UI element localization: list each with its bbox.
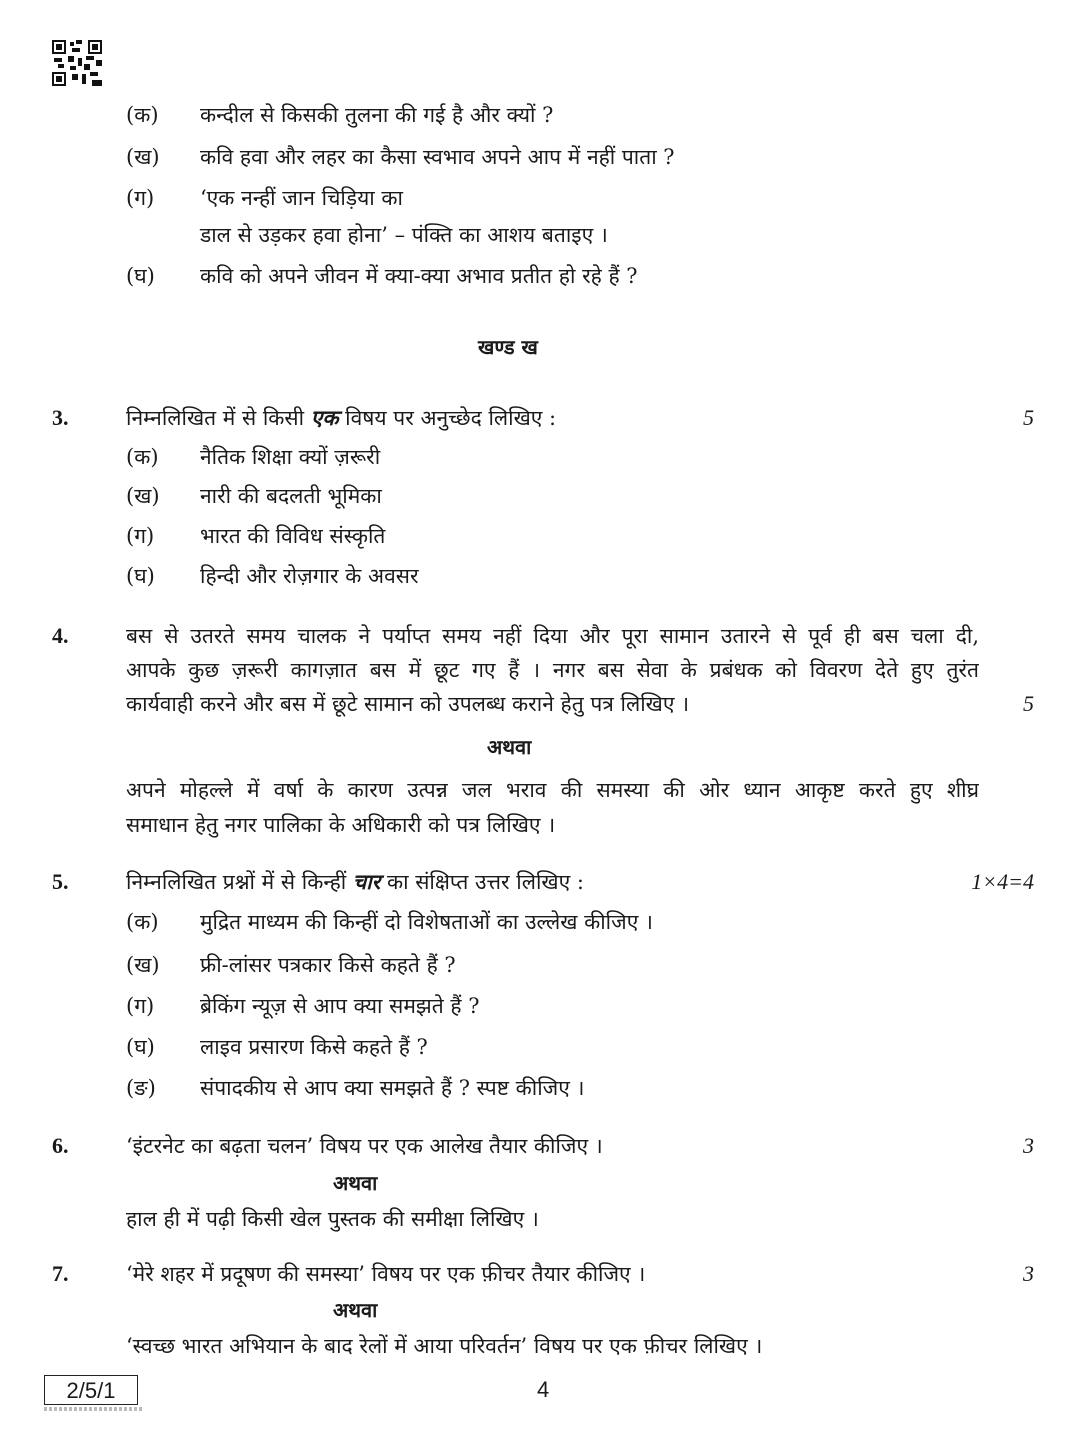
alt-question-text: ‘स्वच्छ भारत अभियान के बाद रेलों में आया परिवर्तन’ विषय पर एक फ़ीचर लिखिए । xyxy=(126,1334,763,1358)
item-text: ‘एक नन्हीं जान चिड़िया का xyxy=(200,186,403,210)
option-label: (क) xyxy=(126,445,159,469)
item-text: कवि को अपने जीवन में क्या-क्या अभाव प्रतीत हो रहे हैं ? xyxy=(200,264,638,288)
or-label: अथवा xyxy=(487,735,532,759)
option-text: नैतिक शिक्षा क्यों ज़रूरी xyxy=(200,445,381,469)
option-text: लाइव प्रसारण किसे कहते हैं ? xyxy=(200,1035,428,1059)
question-text: ‘मेरे शहर में प्रदूषण की समस्या’ विषय पर एक फ़ीचर तैयार कीजिए । xyxy=(126,1262,646,1286)
or-label: अथवा xyxy=(333,1298,378,1322)
question-emphasis: एक xyxy=(310,405,339,430)
option-label: (घ) xyxy=(126,1035,155,1059)
item-text: कवि हवा और लहर का कैसा स्वभाव अपने आप में नहीं पाता ? xyxy=(200,145,675,169)
marks: 5 xyxy=(1023,691,1034,716)
item-label: (ख) xyxy=(126,145,160,169)
option-label: (ख) xyxy=(126,484,160,508)
or-label: अथवा xyxy=(333,1171,378,1195)
option-text: मुद्रित माध्यम की किन्हीं दो विशेषताओं का उल्लेख कीजिए । xyxy=(200,910,653,934)
option-label: (ग) xyxy=(126,524,155,548)
option-text: संपादकीय से आप क्या समझते हैं ? स्पष्ट कीजिए । xyxy=(200,1076,585,1100)
question-text: ‘इंटरनेट का बढ़ता चलन’ विषय पर एक आलेख तैयार कीजिए । xyxy=(126,1134,603,1158)
option-label: (ङ) xyxy=(126,1076,156,1100)
option-text: फ्री-लांसर पत्रकार किसे कहते हैं ? xyxy=(200,953,456,977)
option-label: (क) xyxy=(126,910,159,934)
alt-question-line: समाधान हेतु नगर पालिका के अधिकारी को पत्र लिखिए । xyxy=(126,813,556,837)
micro-print xyxy=(44,1407,144,1411)
question-number: 5. xyxy=(52,869,69,894)
question-text: निम्नलिखित प्रश्नों में से किन्हीं चार का संक्षिप्त उत्तर लिखिए : xyxy=(126,869,584,894)
option-label: (ग) xyxy=(126,994,155,1018)
item-label: (क) xyxy=(126,103,159,127)
option-label: (ख) xyxy=(126,953,160,977)
option-text: भारत की विविध संस्कृति xyxy=(200,524,386,548)
marks: 3 xyxy=(1023,1133,1034,1158)
alt-question-line: अपने मोहल्ले में वर्षा के कारण उत्पन्न जल भराव की समस्या की ओर ध्यान आकृष्ट करते हुए शीघ्र xyxy=(126,778,979,802)
option-label: (घ) xyxy=(126,564,155,588)
alt-question-text: हाल ही में पढ़ी किसी खेल पुस्तक की समीक्षा लिखिए । xyxy=(126,1207,539,1231)
marks: 5 xyxy=(1023,405,1034,430)
item-label: (घ) xyxy=(126,264,155,288)
option-text: नारी की बदलती भूमिका xyxy=(200,484,382,508)
page-number: 4 xyxy=(537,1377,550,1402)
question-line: आपके कुछ ज़रूरी कागज़ात बस में छूट गए हैं । नगर बस सेवा के प्रबंधक को विवरण देते हुए तुरंत xyxy=(126,658,979,682)
question-number: 6. xyxy=(52,1133,69,1158)
option-text: हिन्दी और रोज़गार के अवसर xyxy=(200,564,419,588)
item-text-continued: डाल से उड़कर हवा होना’ – पंक्ति का आशय बताइए । xyxy=(200,223,608,247)
paper-code: 2/5/1 xyxy=(44,1375,138,1405)
question-number: 4. xyxy=(52,623,69,648)
question-line: कार्यवाही करने और बस में छूटे सामान को उपलब्ध कराने हेतु पत्र लिखिए । xyxy=(126,692,690,716)
question-emphasis: चार xyxy=(352,869,381,894)
marks: 3 xyxy=(1023,1261,1034,1286)
question-line: बस से उतरते समय चालक ने पर्याप्त समय नहीं दिया और पूरा सामान उतारने से पूर्व ही बस चला दी, xyxy=(126,624,979,648)
question-number: 7. xyxy=(52,1261,69,1286)
qr-code xyxy=(52,40,102,86)
section-heading: खण्ड ख xyxy=(478,335,538,359)
question-number: 3. xyxy=(52,405,69,430)
option-text: ब्रेकिंग न्यूज़ से आप क्या समझते हैं ? xyxy=(200,994,480,1018)
item-label: (ग) xyxy=(126,186,155,210)
marks: 1×4=4 xyxy=(971,869,1034,894)
question-text: निम्नलिखित में से किसी एक विषय पर अनुच्छेद लिखिए : xyxy=(126,405,557,430)
item-text: कन्दील से किसकी तुलना की गई है और क्यों ? xyxy=(200,103,554,127)
